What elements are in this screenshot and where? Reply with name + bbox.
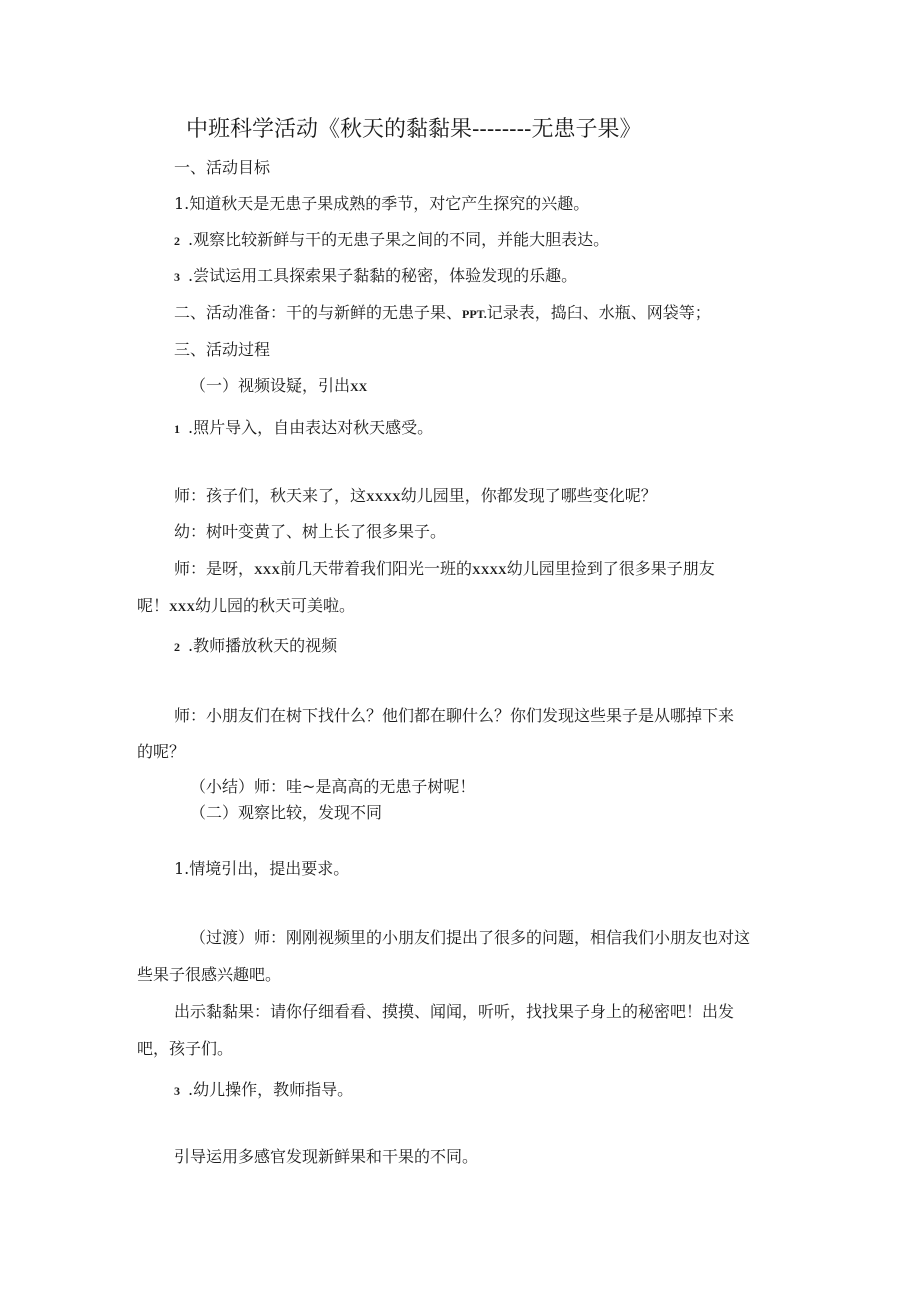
goal-2-text: .观察比较新鲜与干的无患子果之间的不同，并能大胆表达。 <box>188 230 610 249</box>
summary: （小结）师：哇~是高高的无患子树呢！ <box>190 777 476 796</box>
step-1 <box>174 418 433 439</box>
section2-preparation <box>174 303 711 324</box>
show-line-2: 吧，孩子们。 <box>137 1039 234 1058</box>
transition-line-2: 些果子很感兴趣吧。 <box>137 965 282 984</box>
dialog-2: 幼：树叶变黄了、树上长了很多果子。 <box>174 522 447 541</box>
part1-heading-text: （一）视频设疑，引出 <box>190 376 351 395</box>
guide: 引导运用多感官发现新鲜果和干果的不同。 <box>174 1147 479 1166</box>
dialog-3-cont-pre: 呢！ <box>137 596 170 615</box>
step-2-number: 2 <box>174 640 180 654</box>
dialog-3-xxxx: XXXX <box>472 563 507 577</box>
dialog-3-pre: 师：是呀， <box>174 559 255 578</box>
dialog-1-pre: 师：孩子们，秋天来了，这 <box>174 486 367 505</box>
goal-2 <box>174 230 609 251</box>
goal-1: 1.知道秋天是无患子果成熟的季节，对它产生探究的兴趣。 <box>174 194 590 213</box>
part1-heading-xx: XX <box>350 380 368 394</box>
goal-2-number: 2 <box>174 234 180 248</box>
dialog-3-continued <box>137 596 355 617</box>
dialog-4-line-2: 的呢？ <box>137 742 186 761</box>
step-2-text: .教师播放秋天的视频 <box>188 636 338 655</box>
step-4 <box>174 1080 353 1101</box>
section2-post: 记录表，捣臼、水瓶、网袋等； <box>486 303 711 322</box>
dialog-3-cont-xxx: XXX <box>169 600 196 614</box>
goal-3 <box>174 266 577 287</box>
section2-ppt: PPT. <box>462 307 487 321</box>
step-1-number: 1 <box>174 422 180 436</box>
step-4-text: .幼儿操作，教师指导。 <box>188 1080 354 1099</box>
dialog-1 <box>174 486 657 507</box>
dialog-3-mid: 前几天带着我们阳光一班的 <box>280 559 473 578</box>
step-1-text: .照片导入，自由表达对秋天感受。 <box>188 418 434 437</box>
transition-line-1: （过渡）师：刚刚视频里的小朋友们提出了很多的问题，相信我们小朋友也对这 <box>190 928 751 947</box>
dialog-3-post: 幼儿园里捡到了很多果子朋友 <box>506 559 715 578</box>
section1-heading: 一、活动目标 <box>174 158 271 177</box>
dialog-3-xxx: XXX <box>254 563 281 577</box>
section2-pre: 二、活动准备：干的与新鲜的无患子果、 <box>174 303 463 322</box>
dialog-1-xxxx: XXXX <box>366 490 401 504</box>
dialog-4-line-1: 师：小朋友们在树下找什么？他们都在聊什么？你们发现这些果子是从哪掉下来 <box>174 706 735 725</box>
section3-heading: 三、活动过程 <box>174 340 271 359</box>
dialog-3 <box>174 559 715 580</box>
step-3: 1.情境引出，提出要求。 <box>174 859 350 878</box>
show-line-1: 出示黏黏果：请你仔细看看、摸摸、闻闻，听听，找找果子身上的秘密吧！出发 <box>174 1002 735 1021</box>
part2-heading: （二）观察比较，发现不同 <box>190 803 383 822</box>
document-title: 中班科学活动《秋天的黏黏果--------无患子果》 <box>186 117 642 142</box>
part1-heading <box>190 376 367 397</box>
dialog-3-cont-post: 幼儿园的秋天可美啦。 <box>195 596 356 615</box>
step-4-number: 3 <box>174 1084 180 1098</box>
step-2 <box>174 636 337 657</box>
goal-3-number: 3 <box>174 270 180 284</box>
goal-3-text: .尝试运用工具探索果子黏黏的秘密，体验发现的乐趣。 <box>188 266 578 285</box>
dialog-1-post: 幼儿园里，你都发现了哪些变化呢？ <box>400 486 657 505</box>
